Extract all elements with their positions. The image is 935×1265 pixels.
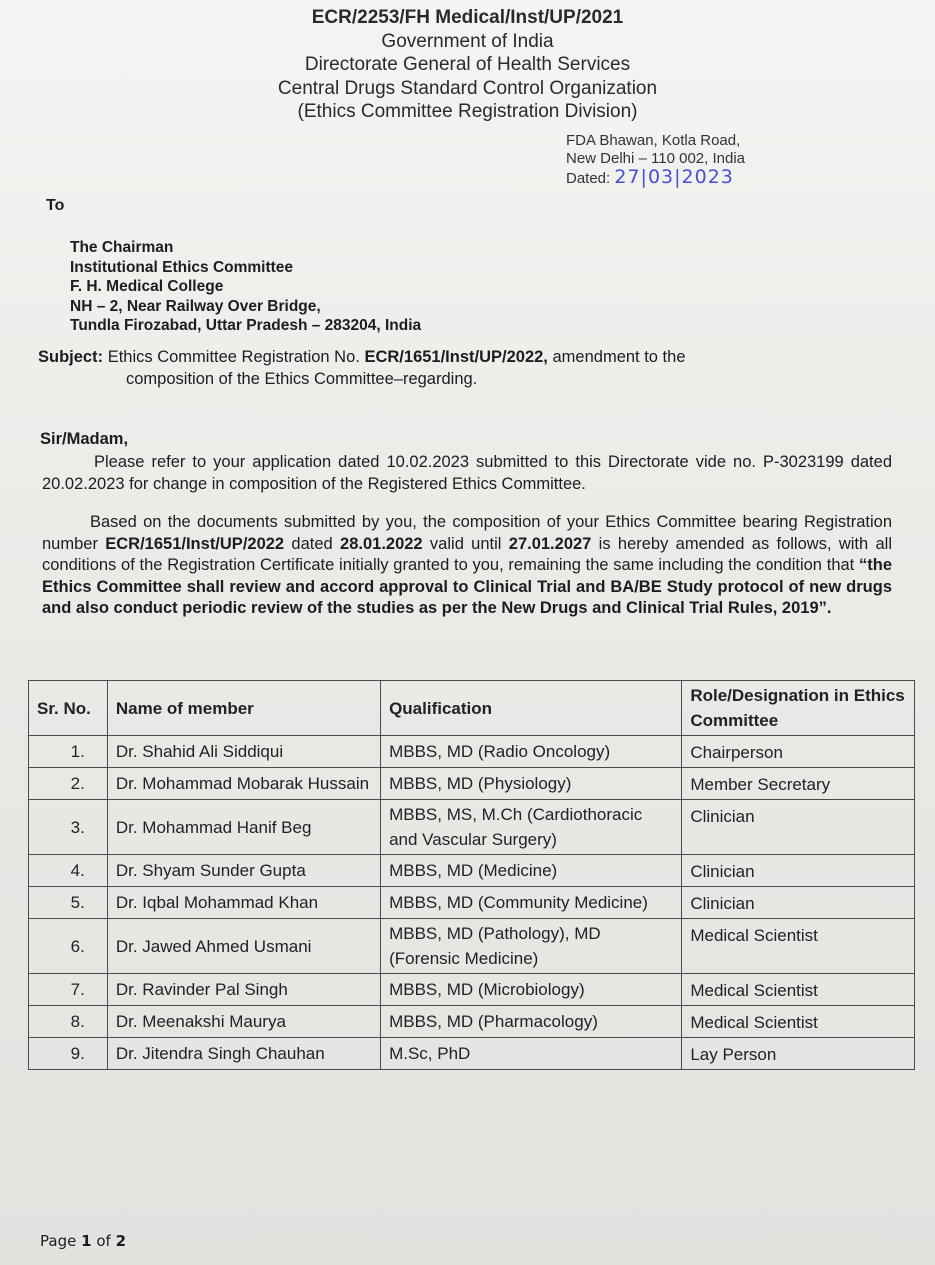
salutation: Sir/Madam, [40,430,129,448]
subject-label: Subject: [38,348,104,366]
cell-role: Clinician [682,800,915,855]
cell-role: Clinician [682,855,915,887]
address-line-1: FDA Bhawan, Kotla Road, [566,132,741,149]
cell-qualification: MBBS, MD (Physiology) [381,768,682,800]
table-row [29,800,915,855]
page-of-label: of [96,1232,111,1250]
cell-role: Clinician [682,887,915,919]
para2-text-1: Based on the documents submitted by you, the composition of your Ethics Committee bearing Registration number [42,513,892,553]
cell-qualification: MBBS, MD (Medicine) [381,855,682,887]
cell-name: Dr. Iqbal Mohammad Khan [107,887,380,919]
cell-name: Dr. Ravinder Pal Singh [107,974,380,1006]
cell-sr: 3. [29,800,108,855]
header-line-division: (Ethics Committee Registration Division) [297,101,638,122]
header-line-organization: Central Drugs Standard Control Organization [277,77,658,99]
cell-sr: 9. [29,1038,108,1070]
header-line-government: Government of India [381,30,554,52]
recipient-line-4: NH – 2, Near Railway Over Bridge, [70,297,321,315]
cell-name: Dr. Shyam Sunder Gupta [107,855,380,887]
cell-qualification: M.Sc, PhD [381,1038,682,1070]
paragraph-2 [42,512,892,620]
para2-registration-date: 28.01.2022 [340,534,423,553]
table-row [29,1006,915,1038]
header-role: Role/Designation in Ethics Committee [682,681,915,736]
para2-text-3: valid until [422,534,509,553]
para2-condition-quote: “the Ethics Committee shall review and accord approval to Clinical Trial and BA/BE Study protocol of new drugs and also conduct periodic review of the studies as per the New Drugs and Clinical Trial Rules, 2019”. [42,556,892,617]
subject-line [38,346,898,390]
page-label: Page [40,1232,77,1250]
to-label: To [46,197,65,214]
table-row [29,974,915,1006]
cell-name: Dr. Mohammad Mobarak Hussain [107,768,380,800]
cell-role: Lay Person [682,1038,915,1070]
subject-text-line2: composition of the Ethics Committee–regarding. [126,370,478,388]
cell-qualification: MBBS, MD (Pharmacology) [381,1006,682,1038]
cell-role: Medical Scientist [682,974,915,1006]
reference-number: ECR/2253/FH Medical/Inst/UP/2021 [311,7,624,28]
cell-role: Medical Scientist [682,1006,915,1038]
para2-registration-number: ECR/1651/Inst/UP/2022 [105,534,285,553]
cell-qualification: MBBS, MS, M.Ch (Cardiothoracic and Vascular Surgery) [381,800,682,855]
cell-role: Chairperson [682,736,915,768]
sender-address [566,132,745,188]
cell-sr: 6. [29,919,108,974]
cell-role: Member Secretary [682,768,915,800]
cell-name: Dr. Meenakshi Maurya [107,1006,380,1038]
table-row [29,768,915,800]
cell-qualification: MBBS, MD (Community Medicine) [381,887,682,919]
subject-text-pre: Ethics Committee Registration No. [107,348,360,366]
table-row [29,736,915,768]
letter-header [0,6,935,124]
cell-sr: 8. [29,1006,108,1038]
subject-registration-number: ECR/1651/Inst/UP/2022, [364,348,548,366]
dated-label: Dated: [566,170,611,187]
recipient-line-1: The Chairman [70,239,174,256]
cell-qualification: MBBS, MD (Pathology), MD (Forensic Medicine) [381,919,682,974]
cell-name: Dr. Jitendra Singh Chauhan [107,1038,380,1070]
address-line-2: New Delhi – 110 002, India [566,150,746,167]
page-total: 2 [115,1232,127,1250]
paragraph-1: Please refer to your application dated 10.02.2023 submitted to this Directorate vide no. P-3023199 dated 20.02.2023 for change in composition of the Registered Ethics Committee. [42,453,892,493]
para2-text-2: dated [284,534,341,553]
recipient-block [70,238,421,336]
cell-sr: 2. [29,768,108,800]
cell-sr: 5. [29,887,108,919]
table-row [29,855,915,887]
cell-name: Dr. Mohammad Hanif Beg [107,800,380,855]
cell-sr: 7. [29,974,108,1006]
cell-qualification: MBBS, MD (Microbiology) [381,974,682,1006]
cell-role: Medical Scientist [682,919,915,974]
table-header-row [29,681,915,736]
subject-text-post: amendment to the [552,348,686,366]
recipient-line-3: F. H. Medical College [70,278,224,295]
header-sr-no: Sr. No. [29,681,108,736]
cell-sr: 4. [29,855,108,887]
cell-qualification: MBBS, MD (Radio Oncology) [381,736,682,768]
para2-text-4: is hereby amended as follows, with all conditions of the Registration Certificate initially granted to you, remaining the same including the condition that [42,534,892,574]
cell-sr: 1. [29,736,108,768]
page-current: 1 [81,1232,92,1250]
date-line [566,168,745,188]
table-row [29,887,915,919]
header-line-directorate: Directorate General of Health Services [304,54,631,75]
recipient-line-5: Tundla Firozabad, Uttar Pradesh – 283204, India [70,317,422,334]
page-number [40,1232,126,1250]
committee-members-table [28,680,915,1070]
recipient-line-2: Institutional Ethics Committee [70,258,294,276]
table-row [29,1038,915,1070]
cell-name: Dr. Jawed Ahmed Usmani [107,919,380,974]
table-row [29,919,915,974]
handwritten-date: 27|03|2023 [614,166,734,188]
header-name: Name of member [107,681,380,736]
header-qualification: Qualification [381,681,682,736]
para2-valid-until-date: 27.01.2027 [508,534,592,553]
cell-name: Dr. Shahid Ali Siddiqui [107,736,380,768]
